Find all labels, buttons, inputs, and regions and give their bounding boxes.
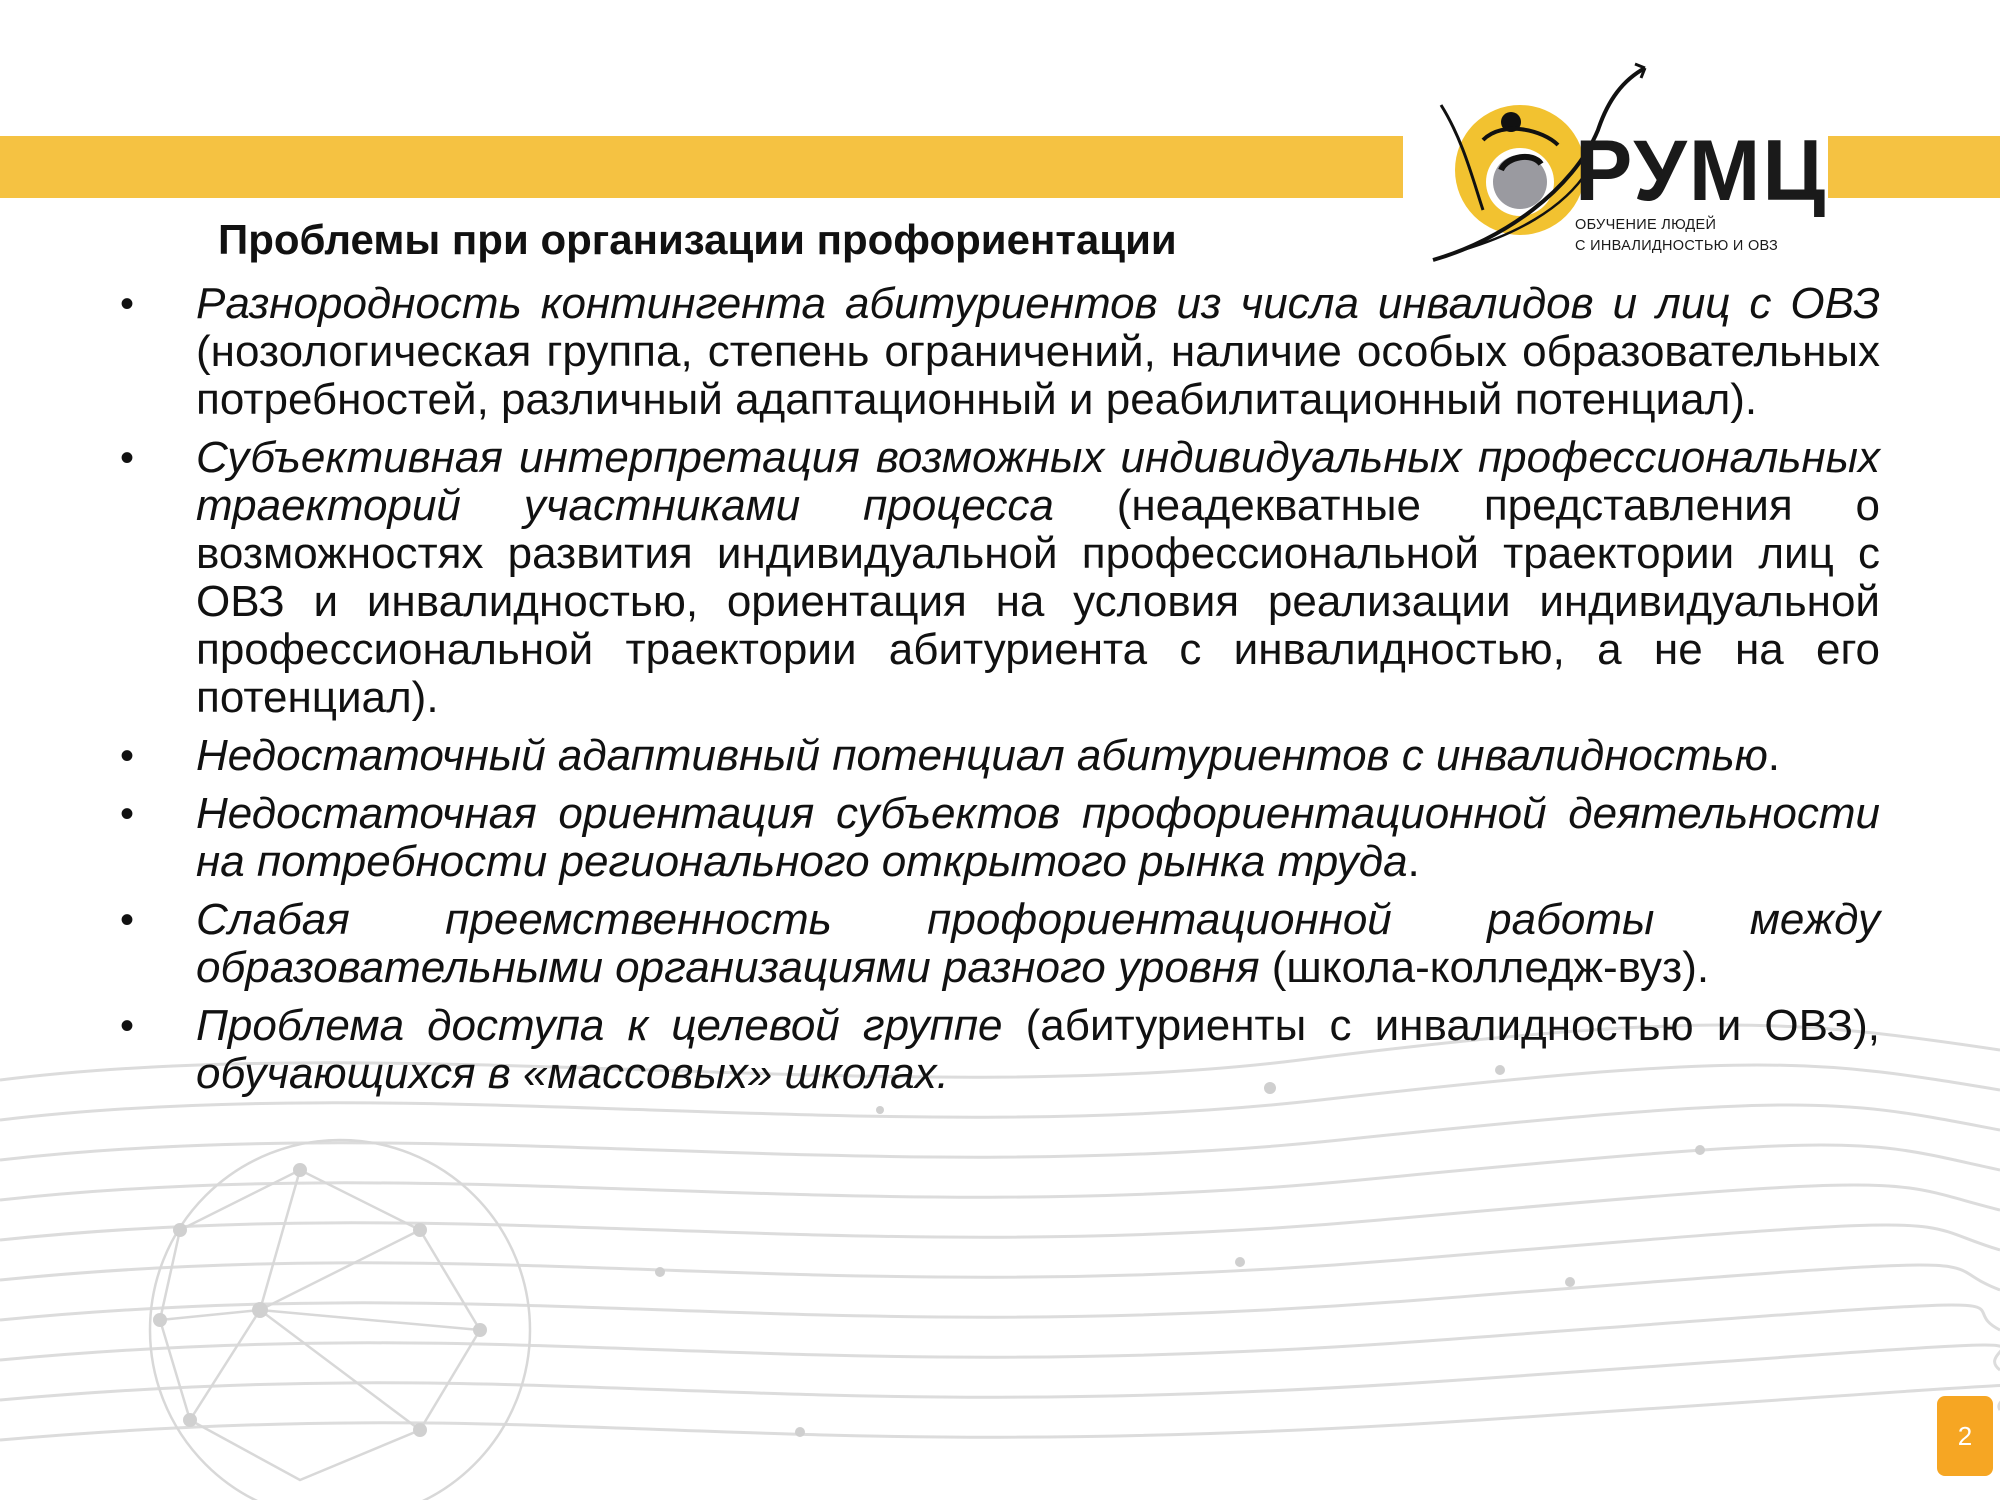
list-item-detail: (нозологическая группа, степень ограничений, наличие особых образовательных потребностей, различный адаптационный и реабилитационный потенциал). (196, 327, 1880, 424)
logo-subtitle-line1: ОБУЧЕНИЕ ЛЮДЕЙ (1575, 217, 1717, 233)
list-item-text (196, 1002, 1880, 1098)
list-item-text (196, 434, 1880, 722)
list-item (112, 1002, 1880, 1098)
page-number-badge (1937, 1396, 1993, 1476)
bullet-dot-icon: • (120, 792, 135, 836)
list-item-detail: . (1767, 731, 1781, 780)
bullet-dot-icon: • (120, 898, 135, 942)
logo-text (1575, 123, 1828, 256)
list-item-emphasis-2: обучающихся в «массовых» школах. (196, 1049, 949, 1098)
list-item-detail: (абитуриенты с инвалидностью и ОВЗ), (1002, 1001, 1880, 1050)
bullet-list (112, 280, 1880, 1108)
list-item (112, 896, 1880, 992)
page-title: Проблемы при организации профориентации (218, 216, 1177, 263)
list-item-text (196, 732, 1880, 780)
list-item-text (196, 790, 1880, 886)
list-item-emphasis: Слабая преемственность профориентационной работы между образовательными организациями разного уровня (196, 895, 1880, 992)
list-item (112, 280, 1880, 424)
logo-subtitle-line2: С ИНВАЛИДНОСТЬЮ И ОВЗ (1575, 238, 1779, 254)
list-item-detail: . (1407, 837, 1420, 886)
list-item (112, 434, 1880, 722)
list-item-text (196, 896, 1880, 992)
header-band-left (0, 136, 1403, 198)
bullet-dot-icon: • (120, 282, 135, 326)
header-band-right (1828, 136, 2000, 198)
list-item-emphasis: Разнородность контингента абитуриентов из числа инвалидов и лиц с ОВЗ (196, 279, 1880, 328)
bullet-dot-icon: • (120, 436, 135, 480)
list-item-emphasis: Недостаточный адаптивный потенциал абитуриентов с инвалидностью (196, 731, 1768, 780)
logo-title: РУМЦ (1575, 123, 1828, 219)
page-number: 2 (1957, 1421, 1973, 1451)
list-item-text (196, 280, 1880, 424)
list-item-emphasis: Проблема доступа к целевой группе (196, 1001, 1003, 1050)
list-item-emphasis: Субъективная интерпретация возможных индивидуальных профессиональных траекторий участниками процесса (196, 433, 1880, 530)
list-item-detail: (школа-колледж-вуз). (1259, 943, 1710, 992)
list-item (112, 790, 1880, 886)
list-item-emphasis: Недостаточная ориентация субъектов профориентационной деятельности на потребности регионального открытого рынка труда (196, 789, 1880, 886)
bullet-dot-icon: • (120, 734, 135, 778)
bullet-dot-icon: • (120, 1004, 135, 1048)
list-item-detail: (неадекватные представления о возможностях развития индивидуальной профессиональной траектории лиц с ОВЗ и инвалидностью, ориентация на условия реализации индивидуальной профессиональной траектории абитуриента с инвалидностью, а не на его потенциал). (196, 481, 1880, 722)
list-item (112, 732, 1880, 780)
